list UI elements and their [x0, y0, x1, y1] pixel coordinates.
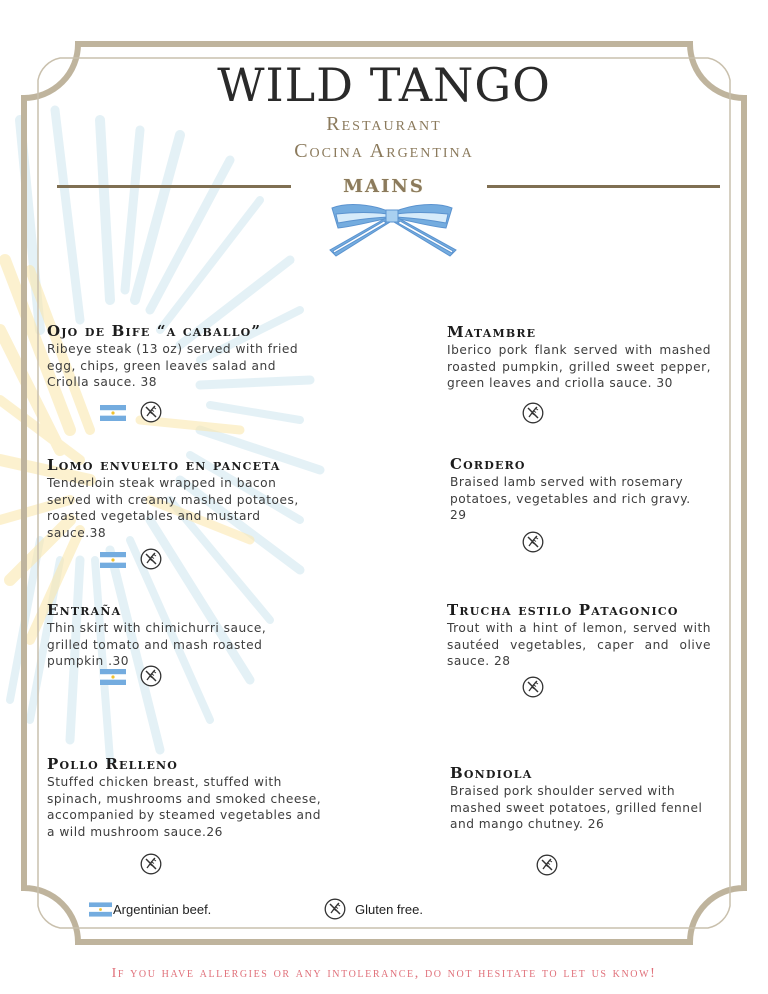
gluten-free-icon: [522, 531, 544, 553]
argentina-flag-icon: [100, 669, 126, 685]
item-tags: [100, 548, 170, 570]
argentina-flag-icon: [100, 405, 126, 421]
gluten-free-icon: [536, 854, 558, 876]
item-name: Ojo de Bife “a caballo”: [47, 322, 262, 340]
menu-item-matambre: [447, 323, 711, 392]
item-name: Entraña: [47, 601, 122, 619]
item-description: Ribeye steak (13 oz) served with fried egg, chips, green leaves salad and Criolla sauce. 38: [47, 342, 299, 390]
legend-label: Argentinian beef.: [113, 902, 212, 917]
item-description: Braised lamb served with rosemary potatoes, vegetables and rich gravy. 29: [450, 475, 691, 523]
section-title: MAINS: [343, 176, 425, 197]
item-description: Trout with a hint of lemon, served with sautéed vegetables, caper and olive sauce. 28: [447, 621, 711, 669]
item-description: Iberico pork flank served with mashed roasted pumpkin, grilled sweet pepper, green leaves and criolla sauce. 30: [447, 343, 711, 391]
legend-argentinian-beef: [89, 898, 239, 922]
gluten-free-icon: [324, 898, 346, 920]
legend-label: Gluten free.: [355, 902, 423, 917]
item-tags: [522, 531, 552, 553]
item-tags: [100, 665, 170, 687]
menu-item-lomo-envuelto: [47, 456, 309, 541]
cuisine-subtitle: Cocina Argentina: [294, 140, 474, 162]
legend-gluten-free: [324, 898, 454, 922]
item-name: Pollo Relleno: [47, 755, 179, 773]
item-tags: [140, 853, 170, 875]
menu-item-entrana: [47, 601, 309, 670]
restaurant-title: WILD TANGO: [217, 58, 551, 112]
gluten-free-icon: [140, 665, 162, 687]
menu-item-bondiola: [450, 764, 710, 833]
item-description: Tenderloin steak wrapped in bacon served with creamy mashed potatoes, roasted vegetables and mustard sauce.38: [47, 476, 299, 540]
item-name: Matambre: [447, 323, 537, 341]
menu-item-cordero: [450, 455, 700, 524]
item-description: Stuffed chicken breast, stuffed with spinach, mushrooms and smoked cheese, accompanied by steamed vegetables and a wild mushroom sauce.26: [47, 775, 322, 839]
item-tags: [522, 676, 552, 698]
item-description: Thin skirt with chimichurri sauce, grilled tomato and mash roasted pumpkin .30: [47, 621, 267, 669]
item-tags: [522, 402, 552, 424]
allergy-notice: If you have allergies or any intolerance, do not hesitate to let us know!: [111, 966, 657, 981]
argentina-ribbon-bow-icon: [322, 198, 462, 262]
gluten-free-icon: [522, 676, 544, 698]
gluten-free-icon: [522, 402, 544, 424]
restaurant-subtitle: Restaurant: [326, 113, 442, 135]
item-name: Cordero: [450, 455, 526, 473]
menu-item-pollo-relleno: [47, 755, 327, 840]
argentina-flag-icon: [89, 902, 112, 917]
gluten-free-icon: [140, 401, 162, 423]
item-tags: [100, 401, 170, 423]
menu-item-trucha: [447, 601, 711, 670]
item-description: Braised pork shoulder served with mashed sweet potatoes, grilled fennel and mango chutney. 26: [450, 784, 703, 832]
gluten-free-icon: [140, 853, 162, 875]
item-name: Lomo envuelto en panceta: [47, 456, 281, 474]
item-name: Trucha estilo Patagonico: [447, 601, 679, 619]
menu-item-ojo-de-bife: [47, 322, 309, 391]
argentina-flag-icon: [100, 552, 126, 568]
item-tags: [536, 854, 566, 876]
gluten-free-icon: [140, 548, 162, 570]
item-name: Bondiola: [450, 764, 533, 782]
